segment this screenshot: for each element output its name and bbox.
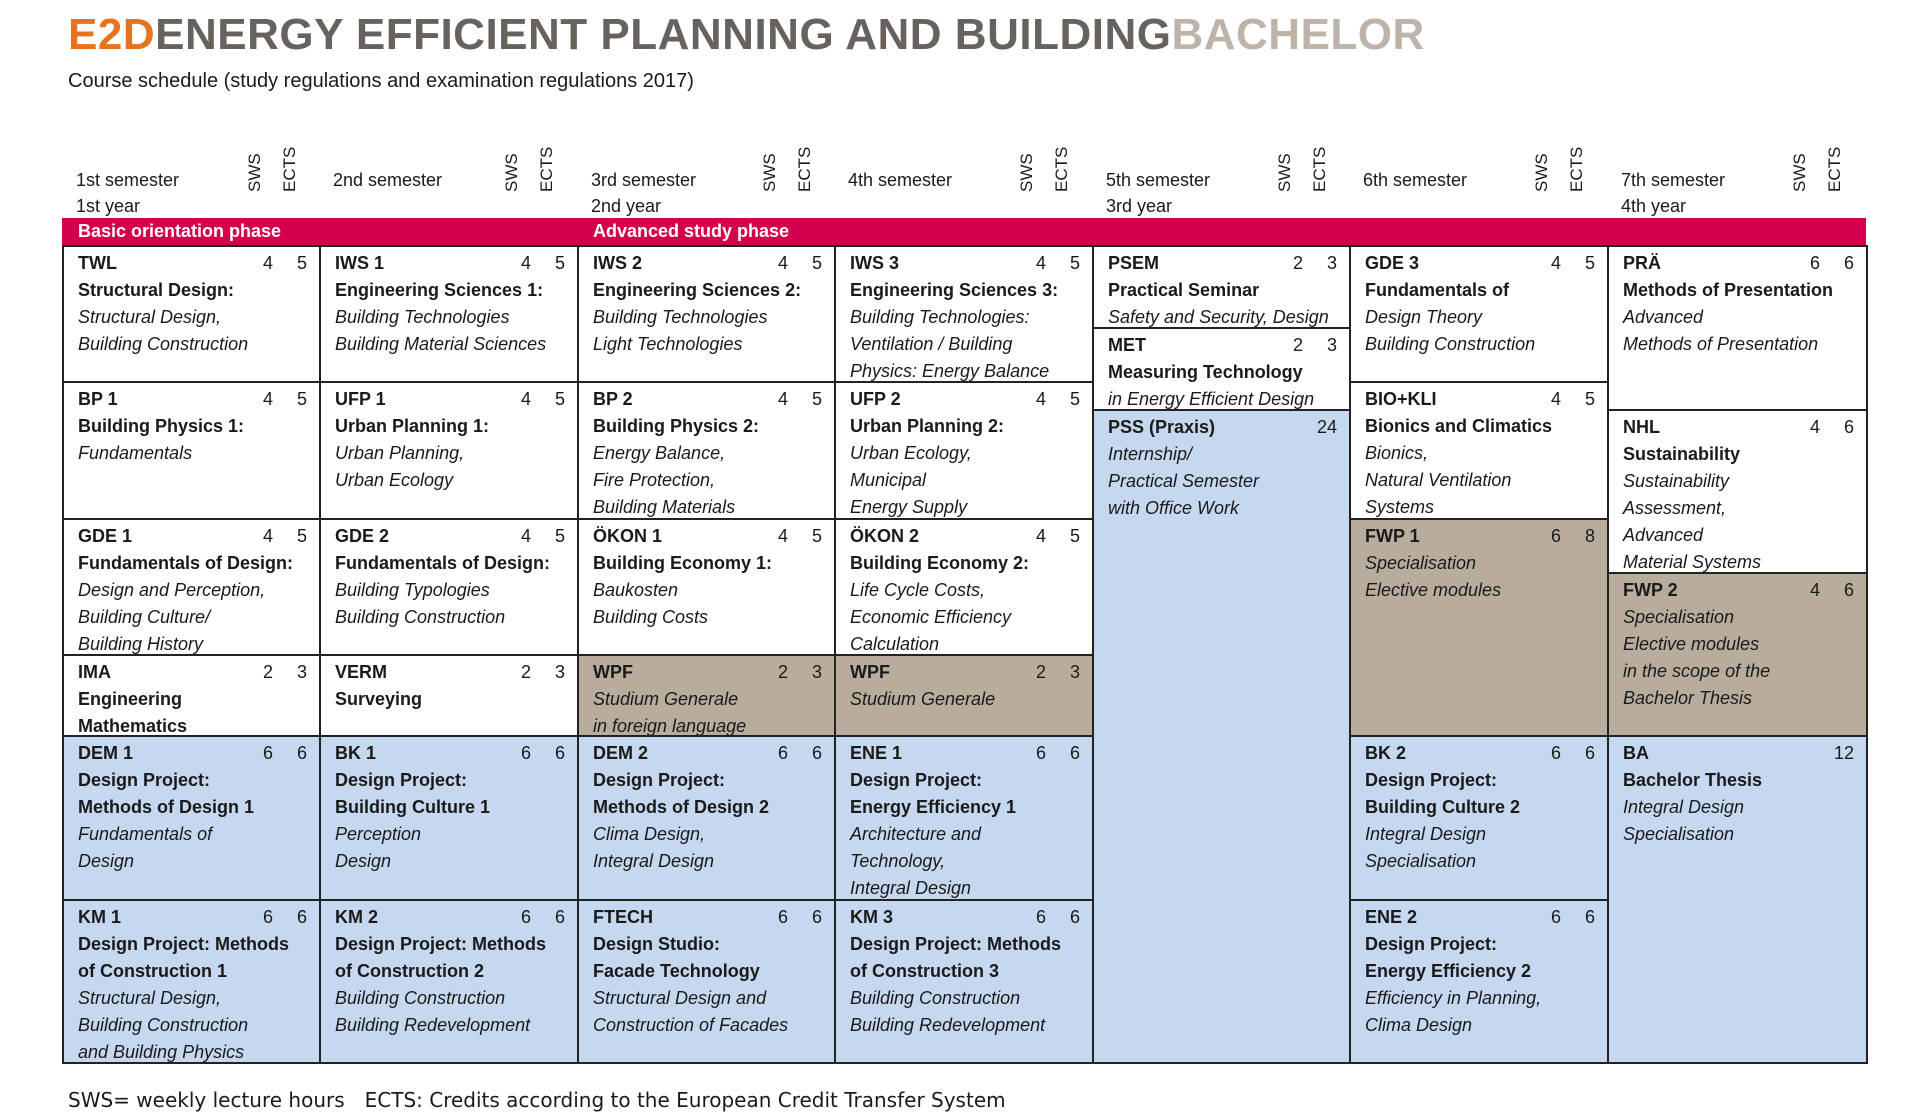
module-ects: 6 [296, 907, 307, 927]
module-cell [1092, 409, 1351, 1064]
module-sws: 2 [1035, 662, 1046, 682]
module-ects: 5 [296, 389, 307, 409]
module-code: ENE 1 [850, 743, 903, 763]
module-ects: 3 [811, 662, 822, 682]
module-cell [1607, 409, 1868, 574]
module-ects: 5 [811, 526, 822, 546]
module-cell [577, 518, 836, 656]
module-ects: 5 [811, 389, 822, 409]
module-ects: 6 [1584, 907, 1595, 927]
phase-advanced: Advanced study phase [577, 218, 1866, 245]
module-description: Building Technologies Building Material Sciences [335, 307, 547, 354]
semester-year: 2nd year [591, 196, 662, 216]
module-sws: 6 [1809, 253, 1820, 273]
module-sws: 4 [1035, 389, 1046, 409]
module-cell [319, 899, 579, 1064]
module-sws: 4 [777, 526, 788, 546]
module-description: Urban Planning, Urban Ecology [335, 443, 465, 490]
semester-name: 2nd semester [333, 170, 443, 190]
module-sws: 4 [262, 253, 273, 273]
module-cell [834, 654, 1094, 737]
semester-name: 7th semester [1621, 170, 1726, 190]
module-sws: 4 [777, 389, 788, 409]
module-code: ÖKON 1 [593, 526, 663, 546]
module-ects: 6 [811, 743, 822, 763]
module-ects: 6 [1843, 580, 1854, 600]
module-sws: 6 [1035, 907, 1046, 927]
module-code: BP 1 [78, 389, 118, 409]
module-ects: 12 [1833, 743, 1854, 763]
module-code: KM 3 [850, 907, 894, 927]
module-ects: 5 [554, 389, 565, 409]
module-cell [319, 381, 579, 520]
module-cell [1092, 245, 1351, 329]
module-ects: 5 [554, 253, 565, 273]
module-description: Structural Design and Construction of Facades [593, 988, 789, 1035]
module-code: FWP 1 [1365, 526, 1420, 546]
semester-year: 1st year [76, 196, 141, 216]
semester-year: 3rd year [1106, 196, 1173, 216]
module-description: Integral Design Specialisation [1623, 797, 1745, 844]
module-title: Measuring Technology [1108, 362, 1303, 382]
module-sws: 4 [1550, 253, 1561, 273]
module-ects: 3 [554, 662, 565, 682]
module-ects: 6 [811, 907, 822, 927]
ects-header: ECTS [537, 146, 556, 192]
module-sws: 4 [520, 253, 531, 273]
module-sws: 6 [262, 743, 273, 763]
semester-header-7 [1607, 140, 1865, 216]
ects-header: ECTS [1052, 146, 1071, 192]
module-sws: 4 [1809, 417, 1820, 437]
semester-header-2 [319, 140, 577, 216]
module-cell [577, 899, 836, 1064]
module-code: WPF [593, 662, 633, 682]
module-ects: 6 [296, 743, 307, 763]
module-description: Life Cycle Costs, Economic Efficiency Calculation [850, 580, 1012, 654]
module-cell [1607, 572, 1868, 737]
module-cell [577, 381, 836, 520]
module-description: Building Technologies: Ventilation / Building Physics: Energy Balance [850, 307, 1050, 381]
module-description: Structural Design, Building Construction [78, 307, 249, 354]
module-description: Fundamentals [78, 443, 193, 463]
module-description: Efficiency in Planning, Clima Design [1365, 988, 1542, 1035]
module-sws: 6 [520, 743, 531, 763]
module-description: Design Theory Building Construction [1365, 307, 1536, 354]
module-ects: 6 [1069, 743, 1080, 763]
module-description: Studium Generale [850, 689, 996, 709]
semester-name: 3rd semester [591, 170, 697, 190]
module-code: UFP 1 [335, 389, 386, 409]
module-ects: 5 [1069, 253, 1080, 273]
module-title: Methods of Presentation [1623, 280, 1834, 300]
semester-header-3 [577, 140, 835, 216]
module-description: Sustainability Assessment, Advanced Material Systems [1623, 471, 1762, 572]
module-title: Building Economy 1: [593, 553, 773, 573]
sws-header: SWS [760, 153, 779, 192]
module-sws: 6 [262, 907, 273, 927]
module-description: Building Typologies Building Construction [335, 580, 506, 627]
module-title: Design Project: Energy Efficiency 2 [1365, 934, 1532, 981]
sws-header: SWS [502, 153, 521, 192]
module-code: FWP 2 [1623, 580, 1678, 600]
module-title: Design Project: Methods of Construction 3 [850, 934, 1062, 981]
module-sws: 2 [1292, 253, 1303, 273]
module-cell [62, 518, 321, 656]
module-description: in Energy Efficient Design [1108, 389, 1315, 409]
module-code: PSS (Praxis) [1108, 417, 1216, 437]
module-title: Building Economy 2: [850, 553, 1030, 573]
module-ects: 5 [1069, 389, 1080, 409]
module-code: BP 2 [593, 389, 633, 409]
sws-header: SWS [1532, 153, 1551, 192]
module-cell [62, 654, 321, 737]
module-cell [62, 735, 321, 901]
module-description: Internship/ Practical Semester with Office Work [1108, 444, 1260, 518]
module-code: MET [1108, 335, 1146, 355]
module-description: Fundamentals of Design [78, 824, 213, 871]
module-cell [577, 245, 836, 383]
semester-header-1 [62, 140, 320, 216]
module-cell [1349, 899, 1609, 1064]
module-title: Design Project: Methods of Design 2 [593, 770, 770, 817]
module-title: Surveying [335, 689, 423, 709]
module-cell [834, 381, 1094, 520]
module-sws: 2 [262, 662, 273, 682]
module-cell [1607, 735, 1868, 1064]
module-description: Energy Balance, Fire Protection, Building Materials [593, 443, 736, 517]
module-cell [1349, 381, 1609, 520]
module-code: KM 1 [78, 907, 122, 927]
module-cell [1349, 518, 1609, 737]
semester-name: 6th semester [1363, 170, 1468, 190]
module-sws: 4 [262, 526, 273, 546]
module-title: Fundamentals of Design: [335, 553, 551, 573]
module-description: Safety and Security, Design [1108, 307, 1329, 327]
module-title: Engineering Mathematics [78, 689, 188, 736]
module-description: Specialisation Elective modules in the scope of the Bachelor Thesis [1623, 607, 1771, 708]
sws-header: SWS [245, 153, 264, 192]
module-title: Building Physics 1: [78, 416, 245, 436]
module-title: Structural Design: [78, 280, 235, 300]
module-cell [1607, 245, 1868, 411]
module-code: ENE 2 [1365, 907, 1418, 927]
module-cell [62, 381, 321, 520]
module-ects: 6 [554, 743, 565, 763]
module-sws: 4 [1550, 389, 1561, 409]
module-code: PRÄ [1623, 253, 1662, 273]
page-subtitle: Course schedule (study regulations and examination regulations 2017) [68, 70, 694, 92]
module-sws: 2 [1292, 335, 1303, 355]
module-title: Engineering Sciences 1: [335, 280, 544, 300]
module-cell [1349, 735, 1609, 901]
module-code: IMA [78, 662, 111, 682]
module-code: WPF [850, 662, 890, 682]
module-title: Design Project: Methods of Construction 2 [335, 934, 547, 981]
module-cell [319, 654, 579, 737]
module-sws: 6 [1550, 907, 1561, 927]
module-code: BA [1623, 743, 1649, 763]
module-code: GDE 1 [78, 526, 133, 546]
module-description: Clima Design, Integral Design [593, 824, 715, 871]
module-title: Building Physics 2: [593, 416, 760, 436]
module-code: BK 2 [1365, 743, 1407, 763]
module-title: Engineering Sciences 2: [593, 280, 802, 300]
module-description: Perception Design [335, 824, 422, 871]
semester-name: 1st semester [76, 170, 180, 190]
module-ects: 6 [1843, 253, 1854, 273]
module-sws: 4 [1809, 580, 1820, 600]
semester-header-6 [1349, 140, 1607, 216]
module-code: UFP 2 [850, 389, 901, 409]
module-ects: 5 [1069, 526, 1080, 546]
module-description: Baukosten Building Costs [593, 580, 709, 627]
module-description: Architecture and Technology, Integral Design [850, 824, 982, 898]
module-title: Design Project: Building Culture 2 [1365, 770, 1520, 817]
module-sws: 6 [777, 743, 788, 763]
module-title: Urban Planning 2: [850, 416, 1005, 436]
ects-header: ECTS [1567, 146, 1586, 192]
module-ects: 3 [1326, 335, 1337, 355]
module-ects: 24 [1316, 417, 1337, 437]
ects-header: ECTS [1310, 146, 1329, 192]
page-title: E2DENERGY EFFICIENT PLANNING AND BUILDINGBACHELOR [68, 10, 1425, 59]
module-cell [1092, 327, 1351, 411]
sws-header: SWS [1790, 153, 1809, 192]
module-sws: 4 [520, 526, 531, 546]
semester-header-5 [1092, 140, 1350, 216]
module-description: Building Construction Building Redevelopment [850, 988, 1046, 1035]
module-ects: 6 [1843, 417, 1854, 437]
module-cell [319, 518, 579, 656]
module-sws: 6 [777, 907, 788, 927]
legend-sws: SWS= weekly lecture hours [68, 1088, 345, 1112]
module-description: Building Construction Building Redevelopment [335, 988, 531, 1035]
module-cell [577, 654, 836, 737]
module-title: Design Project: Energy Efficiency 1 [850, 770, 1017, 817]
module-cell [577, 735, 836, 901]
module-title: Design Project: Methods of Design 1 [78, 770, 255, 817]
semester-name: 4th semester [848, 170, 953, 190]
module-code: NHL [1623, 417, 1660, 437]
legend [68, 1088, 1006, 1112]
module-ects: 6 [554, 907, 565, 927]
semester-year: 4th year [1621, 196, 1687, 216]
semester-name: 5th semester [1106, 170, 1211, 190]
module-code: GDE 3 [1365, 253, 1420, 273]
module-ects: 6 [1584, 743, 1595, 763]
module-title: Urban Planning 1: [335, 416, 490, 436]
module-title: Design Studio: Facade Technology [593, 934, 760, 981]
module-title: Design Project: Methods of Construction 1 [78, 934, 290, 981]
module-cell [834, 899, 1094, 1064]
module-cell [62, 245, 321, 383]
module-sws: 4 [777, 253, 788, 273]
module-title: Fundamentals of Design: [78, 553, 294, 573]
module-code: DEM 1 [78, 743, 134, 763]
module-description: Specialisation Elective modules [1365, 553, 1502, 600]
module-cell [834, 518, 1094, 656]
module-ects: 3 [296, 662, 307, 682]
ects-header: ECTS [1825, 146, 1844, 192]
module-title: Bionics and Climatics [1365, 416, 1553, 436]
legend-ects: ECTS: Credits according to the European Credit Transfer System [364, 1088, 1006, 1112]
module-title: Practical Seminar [1108, 280, 1260, 300]
module-title: Engineering Sciences 3: [850, 280, 1059, 300]
module-sws: 6 [520, 907, 531, 927]
phase-basic: Basic orientation phase [62, 218, 577, 245]
module-code: TWL [78, 253, 117, 273]
module-cell [834, 245, 1094, 383]
module-sws: 4 [262, 389, 273, 409]
module-title: Bachelor Thesis [1623, 770, 1763, 790]
semester-header-4 [834, 140, 1092, 216]
module-ects: 5 [811, 253, 822, 273]
module-code: IWS 1 [335, 253, 385, 273]
module-cell [319, 735, 579, 901]
module-ects: 5 [296, 253, 307, 273]
module-code: BK 1 [335, 743, 377, 763]
module-ects: 8 [1584, 526, 1595, 546]
module-code: BIO+KLI [1365, 389, 1437, 409]
module-code: VERM [335, 662, 388, 682]
module-cell [1349, 245, 1609, 383]
module-description: Integral Design Specialisation [1365, 824, 1487, 871]
module-code: KM 2 [335, 907, 379, 927]
module-title: Sustainability [1623, 444, 1741, 464]
module-ects: 6 [1069, 907, 1080, 927]
module-sws: 4 [1035, 253, 1046, 273]
module-sws: 4 [1035, 526, 1046, 546]
module-ects: 5 [1584, 389, 1595, 409]
module-title: Design Project: Building Culture 1 [335, 770, 490, 817]
module-code: IWS 3 [850, 253, 900, 273]
module-description: Bionics, Natural Ventilation Systems [1365, 443, 1512, 517]
module-ects: 5 [554, 526, 565, 546]
module-ects: 5 [1584, 253, 1595, 273]
module-code: IWS 2 [593, 253, 643, 273]
ects-header: ECTS [795, 146, 814, 192]
module-description: Studium Generale in foreign language [593, 689, 747, 736]
module-description: Advanced Methods of Presentation [1623, 307, 1819, 354]
module-code: ÖKON 2 [850, 526, 920, 546]
module-cell [834, 735, 1094, 901]
module-sws: 2 [520, 662, 531, 682]
module-description: Urban Ecology, Municipal Energy Supply [850, 443, 972, 517]
module-sws: 6 [1550, 526, 1561, 546]
module-cell [62, 899, 321, 1064]
module-ects: 3 [1326, 253, 1337, 273]
module-code: FTECH [593, 907, 653, 927]
module-title: Fundamentals of [1365, 280, 1510, 300]
module-sws: 6 [1035, 743, 1046, 763]
module-ects: 5 [296, 526, 307, 546]
module-code: DEM 2 [593, 743, 649, 763]
module-ects: 3 [1069, 662, 1080, 682]
module-cell [319, 245, 579, 383]
module-sws: 4 [520, 389, 531, 409]
module-description: Structural Design, Building Construction and Building Physics [78, 988, 249, 1062]
module-sws: 2 [777, 662, 788, 682]
ects-header: ECTS [280, 146, 299, 192]
module-description: Design and Perception, Building Culture/ Building History [78, 580, 266, 654]
module-sws: 6 [1550, 743, 1561, 763]
sws-header: SWS [1275, 153, 1294, 192]
sws-header: SWS [1017, 153, 1036, 192]
module-code: GDE 2 [335, 526, 390, 546]
module-code: PSEM [1108, 253, 1160, 273]
module-description: Building Technologies Light Technologies [593, 307, 768, 354]
